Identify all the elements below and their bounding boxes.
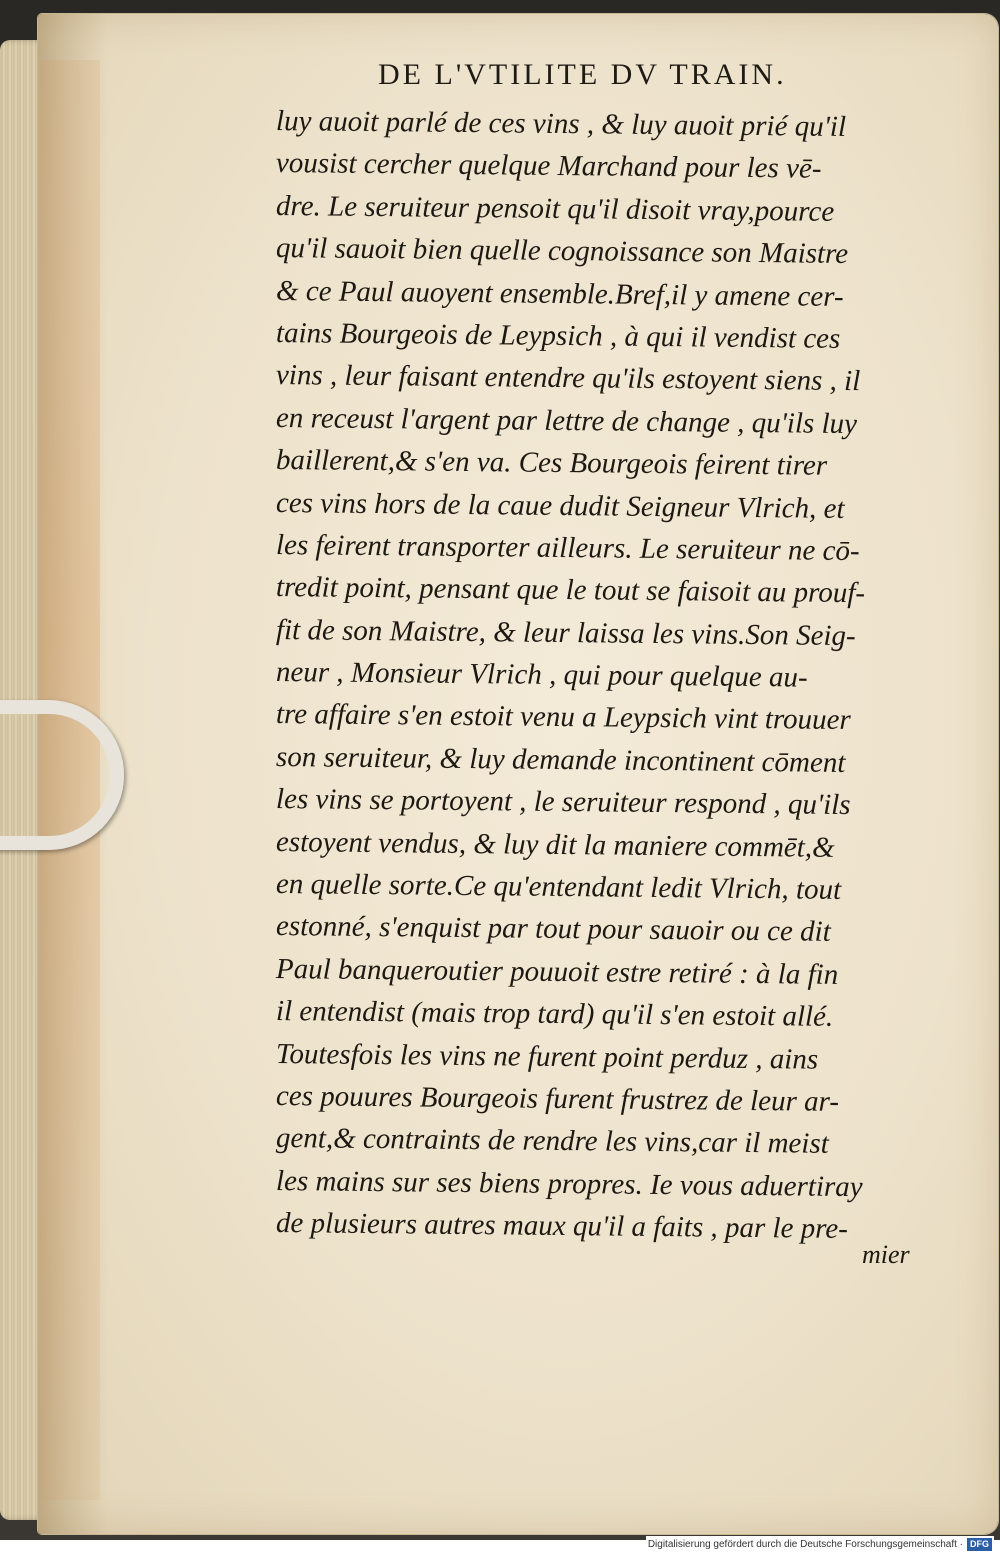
text-line: gent,& contraints de rendre les vins,car il meist bbox=[275, 1122, 829, 1161]
text-line: ces vins hors de la caue dudit Seigneur Vlrich, et bbox=[275, 486, 845, 525]
catchword: mier bbox=[862, 1240, 910, 1269]
text-line: neur , Monsieur Vlrich , qui pour quelque au- bbox=[275, 656, 808, 694]
text-line: ces pouures Bourgeois furent frustrez de leur ar- bbox=[275, 1079, 840, 1118]
text-line: en receust l'argent par lettre de change , qu'ils luy bbox=[275, 401, 858, 440]
text-line: les vins se portoyent , le seruiteur respond , qu'ils bbox=[275, 783, 851, 822]
text-line: Toutesfois les vins ne furent point perduz , ains bbox=[275, 1037, 819, 1076]
text-line: vousist cercher quelque Marchand pour les vē- bbox=[275, 147, 822, 186]
running-head: DE L'VTILITE DV TRAIN. bbox=[378, 58, 787, 91]
text-line: estoyent vendus, & luy dit la maniere commēt,& bbox=[275, 825, 835, 864]
text-block bbox=[276, 100, 956, 1245]
text-line: luy auoit parlé de ces vins , & luy auoit prié qu'il bbox=[275, 105, 847, 143]
text-line: baillerent,& s'en va. Ces Bourgeois feirent tirer bbox=[275, 444, 828, 482]
text-line: dre. Le seruiteur pensoit qu'il disoit vray,pource bbox=[275, 189, 835, 228]
text-line: Paul banqueroutier pouuoit estre retiré : à la fin bbox=[275, 952, 839, 991]
text-line: vins , leur faisant entendre qu'ils estoyent siens , il bbox=[275, 359, 861, 398]
text-line: tredit point, pensant que le tout se faisoit au prouf- bbox=[275, 571, 866, 610]
text-line: & ce Paul auoyent ensemble.Bref,il y amene cer- bbox=[275, 274, 844, 313]
text-line: son seruiteur, & luy demande incontinent cōment bbox=[275, 740, 846, 779]
text-line: fit de son Maistre, & leur laissa les vins.Son Seig- bbox=[275, 613, 856, 652]
text-line: tains Bourgeois de Leypsich , à qui il vendist ces bbox=[275, 316, 841, 355]
credit-text: Digitalisierung gefördert durch die Deutsche Forschungsgemeinschaft · bbox=[647, 1538, 963, 1550]
text-line: qu'il sauoit bien quelle cognoissance son Maistre bbox=[275, 232, 849, 271]
text-line: estonné, s'enquist par tout pour sauoir ou ce dit bbox=[275, 910, 831, 949]
dfg-logo[interactable]: DFG bbox=[967, 1538, 992, 1551]
text-line: il entendist (mais trop tard) qu'il s'en estoit allé. bbox=[275, 995, 834, 1034]
text-line: tre affaire s'en estoit venu a Leypsich vint trouuer bbox=[275, 698, 851, 737]
text-line: les mains sur ses biens propres. Ie vous aduertiray bbox=[275, 1164, 863, 1203]
text-line: en quelle sorte.Ce qu'entendant ledit Vlrich, tout bbox=[275, 868, 842, 906]
funding-credit bbox=[646, 1536, 994, 1552]
text-line: les feirent transporter ailleurs. Le seruiteur ne cō- bbox=[275, 528, 860, 568]
text-line: de plusieurs autres maux qu'il a faits , par le pre- bbox=[275, 1207, 849, 1246]
